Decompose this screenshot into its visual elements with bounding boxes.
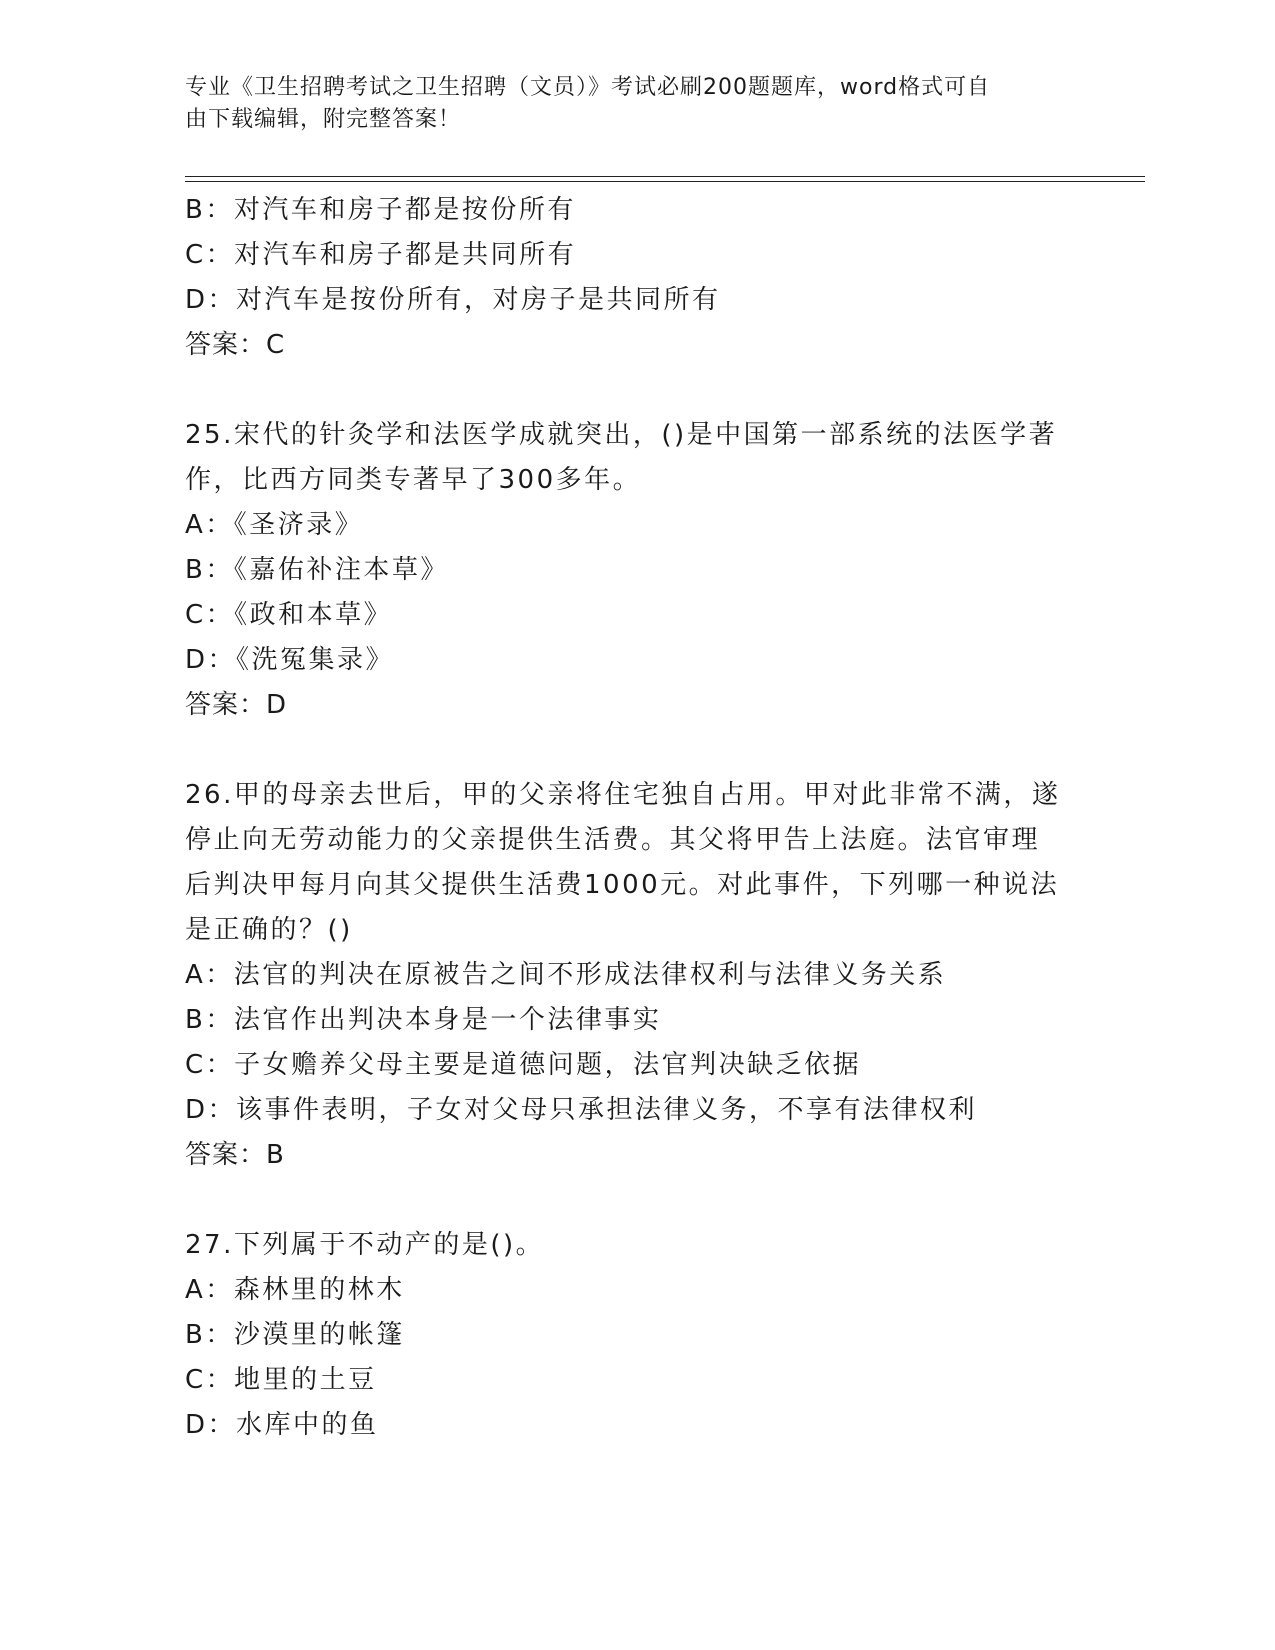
option-b: B：《嘉佑补注本草》 [185, 555, 449, 585]
question-26 [185, 773, 1065, 1178]
answer: 答案：C [185, 330, 286, 360]
header-line-1: 专业《卫生招聘考试之卫生招聘（文员）》考试必刷200题题库，word格式可自 [185, 75, 991, 100]
question-27 [185, 1223, 1065, 1448]
header-divider-top [185, 176, 1145, 177]
header-divider-bottom [185, 181, 1145, 182]
option-d: D：对汽车是按份所有，对房子是共同所有 [185, 285, 721, 315]
answer: 答案：D [185, 690, 288, 720]
option-c: C：子女赡养父母主要是道德问题，法官判决缺乏依据 [185, 1050, 862, 1080]
question-text-line: 停止向无劳动能力的父亲提供生活费。其父将甲告上法庭。法官审理 [185, 825, 1041, 855]
spacer [185, 1178, 1065, 1223]
option-c: C：地里的土豆 [185, 1365, 377, 1395]
option-d: D：该事件表明，子女对父母只承担法律义务，不享有法律权利 [185, 1095, 978, 1125]
option-a: A：森林里的林木 [185, 1275, 405, 1305]
document-body [185, 188, 1065, 1448]
option-d: D：《洗冤集录》 [185, 645, 395, 675]
option-b: B：对汽车和房子都是按份所有 [185, 195, 576, 225]
question-25 [185, 413, 1065, 728]
option-b: B：法官作出判决本身是一个法律事实 [185, 1005, 662, 1035]
option-d: D：水库中的鱼 [185, 1410, 379, 1440]
question-text-line: 25.宋代的针灸学和法医学成就突出，()是中国第一部系统的法医学著 [185, 420, 1058, 450]
question-text-line: 是正确的？() [185, 915, 353, 945]
header-line-2: 由下载编辑，附完整答案！ [185, 107, 462, 132]
option-c: C：《政和本草》 [185, 600, 393, 630]
question-24-tail [185, 188, 1065, 368]
option-a: A：法官的判决在原被告之间不形成法律权利与法律义务关系 [185, 960, 947, 990]
option-b: B：沙漠里的帐篷 [185, 1320, 405, 1350]
option-c: C：对汽车和房子都是共同所有 [185, 240, 577, 270]
spacer [185, 368, 1065, 413]
document-header [185, 72, 1065, 136]
question-text-line: 27.下列属于不动产的是()。 [185, 1230, 545, 1260]
spacer [185, 728, 1065, 773]
question-text-line: 作，比西方同类专著早了300多年。 [185, 465, 642, 495]
question-text-line: 26.甲的母亲去世后，甲的父亲将住宅独自占用。甲对此非常不满，遂 [185, 780, 1061, 810]
question-text-line: 后判决甲每月向其父提供生活费1000元。对此事件，下列哪一种说法 [185, 870, 1060, 900]
option-a: A：《圣济录》 [185, 510, 364, 540]
answer: 答案：B [185, 1140, 285, 1170]
